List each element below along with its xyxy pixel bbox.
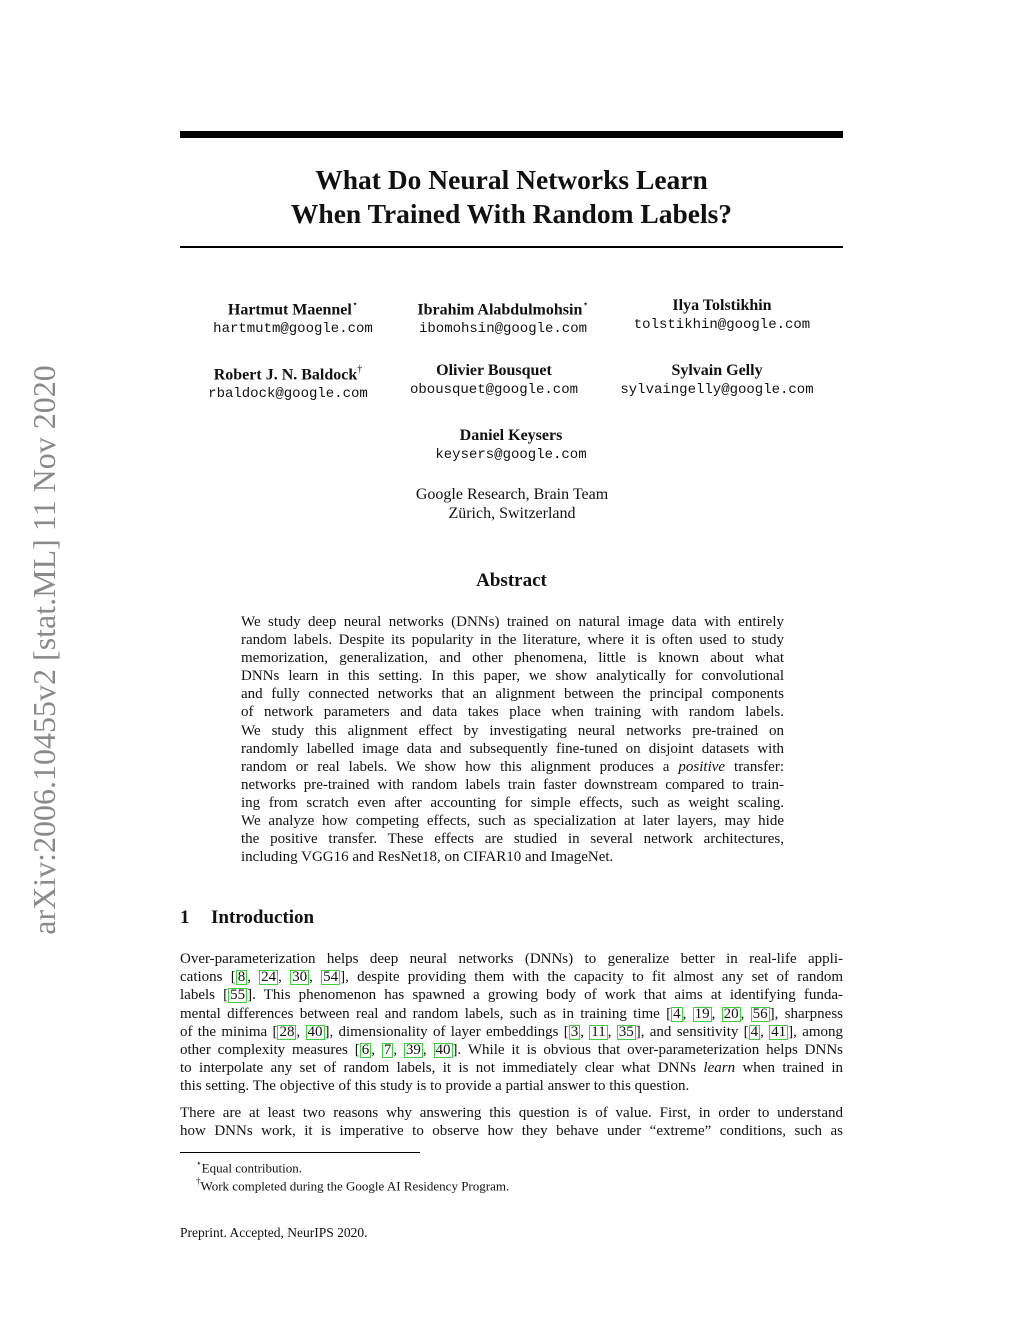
paper-title	[180, 163, 843, 231]
body-line: this setting. The objective of this study is to provide a partial answer to this question.	[180, 1078, 690, 1095]
emphasis-learn: learn	[703, 1060, 736, 1077]
intro-paragraph-1	[180, 950, 843, 1096]
abstract-line: random labels. Despite its popularity in the literature, where it is often used to study	[241, 632, 784, 649]
citation-link[interactable]: 41	[771, 1023, 787, 1040]
footnote-mark: ⋆	[196, 1158, 202, 1168]
author-name: Ilya Tolstikhin	[672, 297, 772, 314]
abstract-line: of network parameters and data takes place when training with random labels.	[241, 704, 784, 721]
author-email: sylvaingelly@google.com	[620, 382, 814, 398]
author-name: Ibrahim Alabdulmohsin	[417, 301, 583, 319]
footnote-mark: †	[196, 1176, 201, 1186]
author-email: hartmutm@google.com	[213, 321, 373, 338]
footnote-text: Equal contribution.	[201, 1160, 303, 1176]
affiliation-line-2: Zürich, Switzerland	[448, 505, 576, 522]
arxiv-sidebar-stamp: arXiv:2006.10455v2 [stat.ML] 11 Nov 2020	[26, 365, 62, 935]
body-line: how DNNs work, it is imperative to observe how they behave under “extreme” conditions, such as	[180, 1123, 843, 1140]
abstract-line: We analyze how competing effects, such as specialization at later layers, may hide	[241, 813, 784, 830]
citation-link[interactable]: 40	[435, 1042, 451, 1059]
emphasis-positive: positive	[678, 758, 726, 775]
abstract-line: and fully connected networks that an alignment between the principal components	[241, 686, 784, 703]
title-line-1: What Do Neural Networks Learn	[315, 164, 708, 195]
abstract-line: the positive transfer. These effects are studied in several network architectures,	[241, 831, 784, 848]
abstract-heading: Abstract	[476, 570, 547, 591]
author-email: keysers@google.com	[435, 447, 587, 463]
abstract-body	[241, 613, 784, 866]
author-mark: ⋆	[582, 299, 589, 310]
body-line: to interpolate any set of random labels, it is not immediately clear what DNNs learn when trained in	[180, 1060, 843, 1077]
citation-link[interactable]: 7	[383, 1042, 392, 1059]
author-block	[364, 361, 624, 400]
author-name: Robert J. N. Baldock	[213, 366, 358, 384]
abstract-line: ing from scratch even after accounting for simple effects, such as weight scaling.	[241, 794, 784, 811]
footnote-rule	[180, 1152, 420, 1153]
title-top-rule	[180, 131, 843, 138]
author-email: rbaldock@google.com	[208, 386, 368, 403]
affiliation	[362, 485, 662, 523]
abstract-line: DNNs learn in this setting. In this paper, we show analytically for convolutional	[241, 668, 784, 685]
author-name: Sylvain Gelly	[671, 362, 763, 379]
body-line: cations [ 8 , 24 , 30 , 54 ], despite providing them with the capacity to fit almost any set of random	[180, 969, 843, 986]
section-heading-introduction	[180, 906, 314, 930]
section-number: 1	[180, 907, 190, 928]
citation-link[interactable]: 3	[570, 1023, 579, 1040]
body-line: There are at least two reasons why answering this question is of value. First, in order to understand	[180, 1105, 843, 1121]
abstract-line: memorization, generalization, and other phenomena, little is known about what	[241, 650, 784, 667]
body-line: other complexity measures [ 6 , 7 , 39 , 40 ]. While it is obvious that over-parameterization helps DNNs	[180, 1042, 843, 1059]
author-mark: ⋆	[351, 299, 359, 310]
author-block	[587, 361, 847, 400]
citation-link[interactable]: 4	[750, 1023, 759, 1040]
citation-link[interactable]: 8	[237, 969, 246, 986]
abstract-line: randomly labelled image data and subsequently fine-tuned on disjoint datasets with	[241, 740, 784, 757]
author-email: obousquet@google.com	[409, 382, 579, 398]
preprint-note: Preprint. Accepted, NeurIPS 2020.	[180, 1225, 368, 1240]
section-title: Introduction	[211, 907, 315, 928]
citation-link[interactable]: 4	[673, 1005, 681, 1022]
citation-link[interactable]: 54	[323, 969, 339, 986]
abstract-line: We study this alignment effect by investigating neural networks pre-trained on	[241, 722, 784, 739]
author-email: ibomohsin@google.com	[418, 321, 588, 338]
author-email: tolstikhin@google.com	[633, 317, 811, 333]
author-name: Olivier Bousquet	[436, 362, 552, 379]
body-line: Over-parameterization helps deep neural networks (DNNs) to generalize better in real-life appli-	[180, 951, 843, 967]
citation-link[interactable]: 20	[723, 1005, 739, 1022]
citation-link[interactable]: 6	[361, 1042, 370, 1059]
abstract-line: networks pre-trained with random labels train faster downstream compared to train-	[241, 776, 784, 793]
citation-link[interactable]: 56	[752, 1005, 768, 1022]
abstract-line: including VGG16 and ResNet18, on CIFAR10 and ImageNet.	[241, 849, 614, 866]
title-bottom-rule	[180, 246, 843, 248]
affiliation-line-1: Google Research, Brain Team	[415, 486, 609, 503]
footnote	[196, 1174, 509, 1194]
author-mark: †	[357, 364, 363, 375]
author-block	[592, 296, 852, 335]
author-name: Hartmut Maennel	[227, 301, 352, 319]
citation-link[interactable]: 35	[618, 1023, 634, 1040]
citation-link[interactable]: 39	[405, 1042, 421, 1059]
citation-link[interactable]: 30	[292, 969, 308, 986]
body-line: labels [ 55 ]. This phenomenon has spawned a growing body of work that aims at identifying funda-	[180, 987, 843, 1004]
citation-link[interactable]: 19	[694, 1005, 710, 1022]
citation-link[interactable]: 55	[230, 987, 246, 1004]
citation-link[interactable]: 28	[279, 1023, 295, 1040]
footnote-text: Work completed during the Google AI Residency Program.	[200, 1178, 510, 1194]
citation-link[interactable]: 40	[307, 1023, 323, 1040]
abstract-line: We study deep neural networks (DNNs) trained on natural image data with entirely	[241, 614, 784, 630]
citation-link[interactable]: 11	[591, 1023, 606, 1040]
body-line: mental differences between real and random labels, such as in training time [ 4 , 19 , 20 , 56 ], sharpness	[180, 1005, 843, 1022]
intro-paragraph-2	[180, 1104, 843, 1140]
author-block	[381, 426, 641, 465]
body-line: of the minima [ 28 , 40 ], dimensionality of layer embeddings [ 3 , 11 , 35 ], and sensitivity [ 4 , 41 ], among	[180, 1023, 843, 1040]
citation-link[interactable]: 24	[261, 969, 277, 986]
title-line-2: When Trained With Random Labels?	[290, 198, 733, 229]
author-name: Daniel Keysers	[459, 427, 563, 444]
abstract-line: random or real labels. We show how this alignment produces a positive transfer:	[241, 758, 784, 775]
